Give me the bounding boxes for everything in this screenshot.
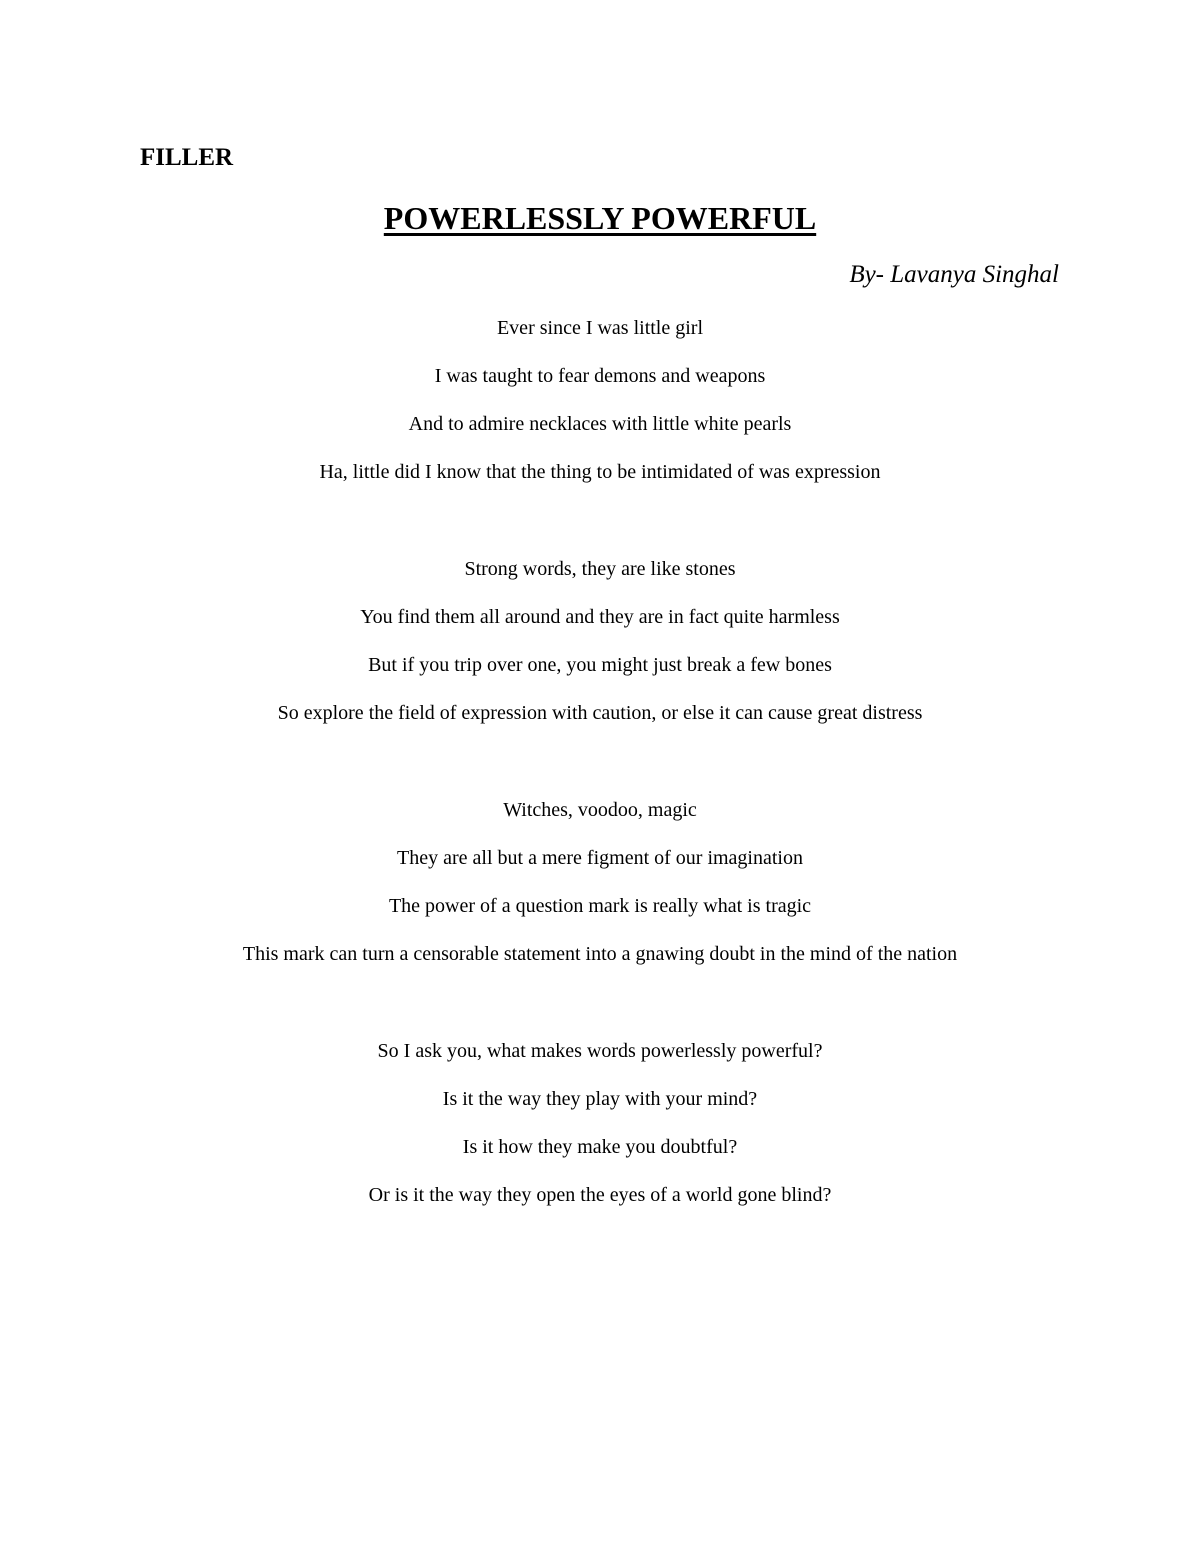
poem-line: Ever since I was little girl [496, 317, 704, 339]
stanza [0, 795, 1200, 987]
poem-line: So explore the field of expression with caution, or else it can cause great distress [277, 702, 923, 724]
poem-line: Is it the way they play with your mind? [442, 1088, 758, 1110]
poem-line: And to admire necklaces with little white pearls [408, 413, 792, 435]
stanza [0, 1036, 1200, 1228]
poem-line: This mark can turn a censorable statement into a gnawing doubt in the mind of the nation [242, 943, 958, 965]
section-label: FILLER [140, 144, 234, 171]
poem-line: They are all but a mere figment of our imagination [397, 847, 803, 869]
poem-line: The power of a question mark is really what is tragic [388, 895, 812, 917]
poem-line: But if you trip over one, you might just break a few bones [368, 654, 832, 676]
poem-line: I was taught to fear demons and weapons [434, 365, 766, 387]
byline: By- Lavanya Singhal [849, 261, 1059, 288]
stanza [0, 554, 1200, 746]
poem-line: Ha, little did I know that the thing to be intimidated of was expression [319, 461, 881, 483]
stanza [0, 313, 1200, 505]
poem-title: POWERLESSLY POWERFUL [383, 200, 817, 236]
poem-line: Strong words, they are like stones [464, 558, 736, 580]
poem-line: So I ask you, what makes words powerlessly powerful? [377, 1040, 823, 1062]
poem-line: Or is it the way they open the eyes of a world gone blind? [368, 1184, 832, 1206]
poem-line: You find them all around and they are in fact quite harmless [360, 606, 840, 628]
poem-line: Is it how they make you doubtful? [462, 1136, 738, 1158]
poem-line: Witches, voodoo, magic [503, 799, 697, 821]
